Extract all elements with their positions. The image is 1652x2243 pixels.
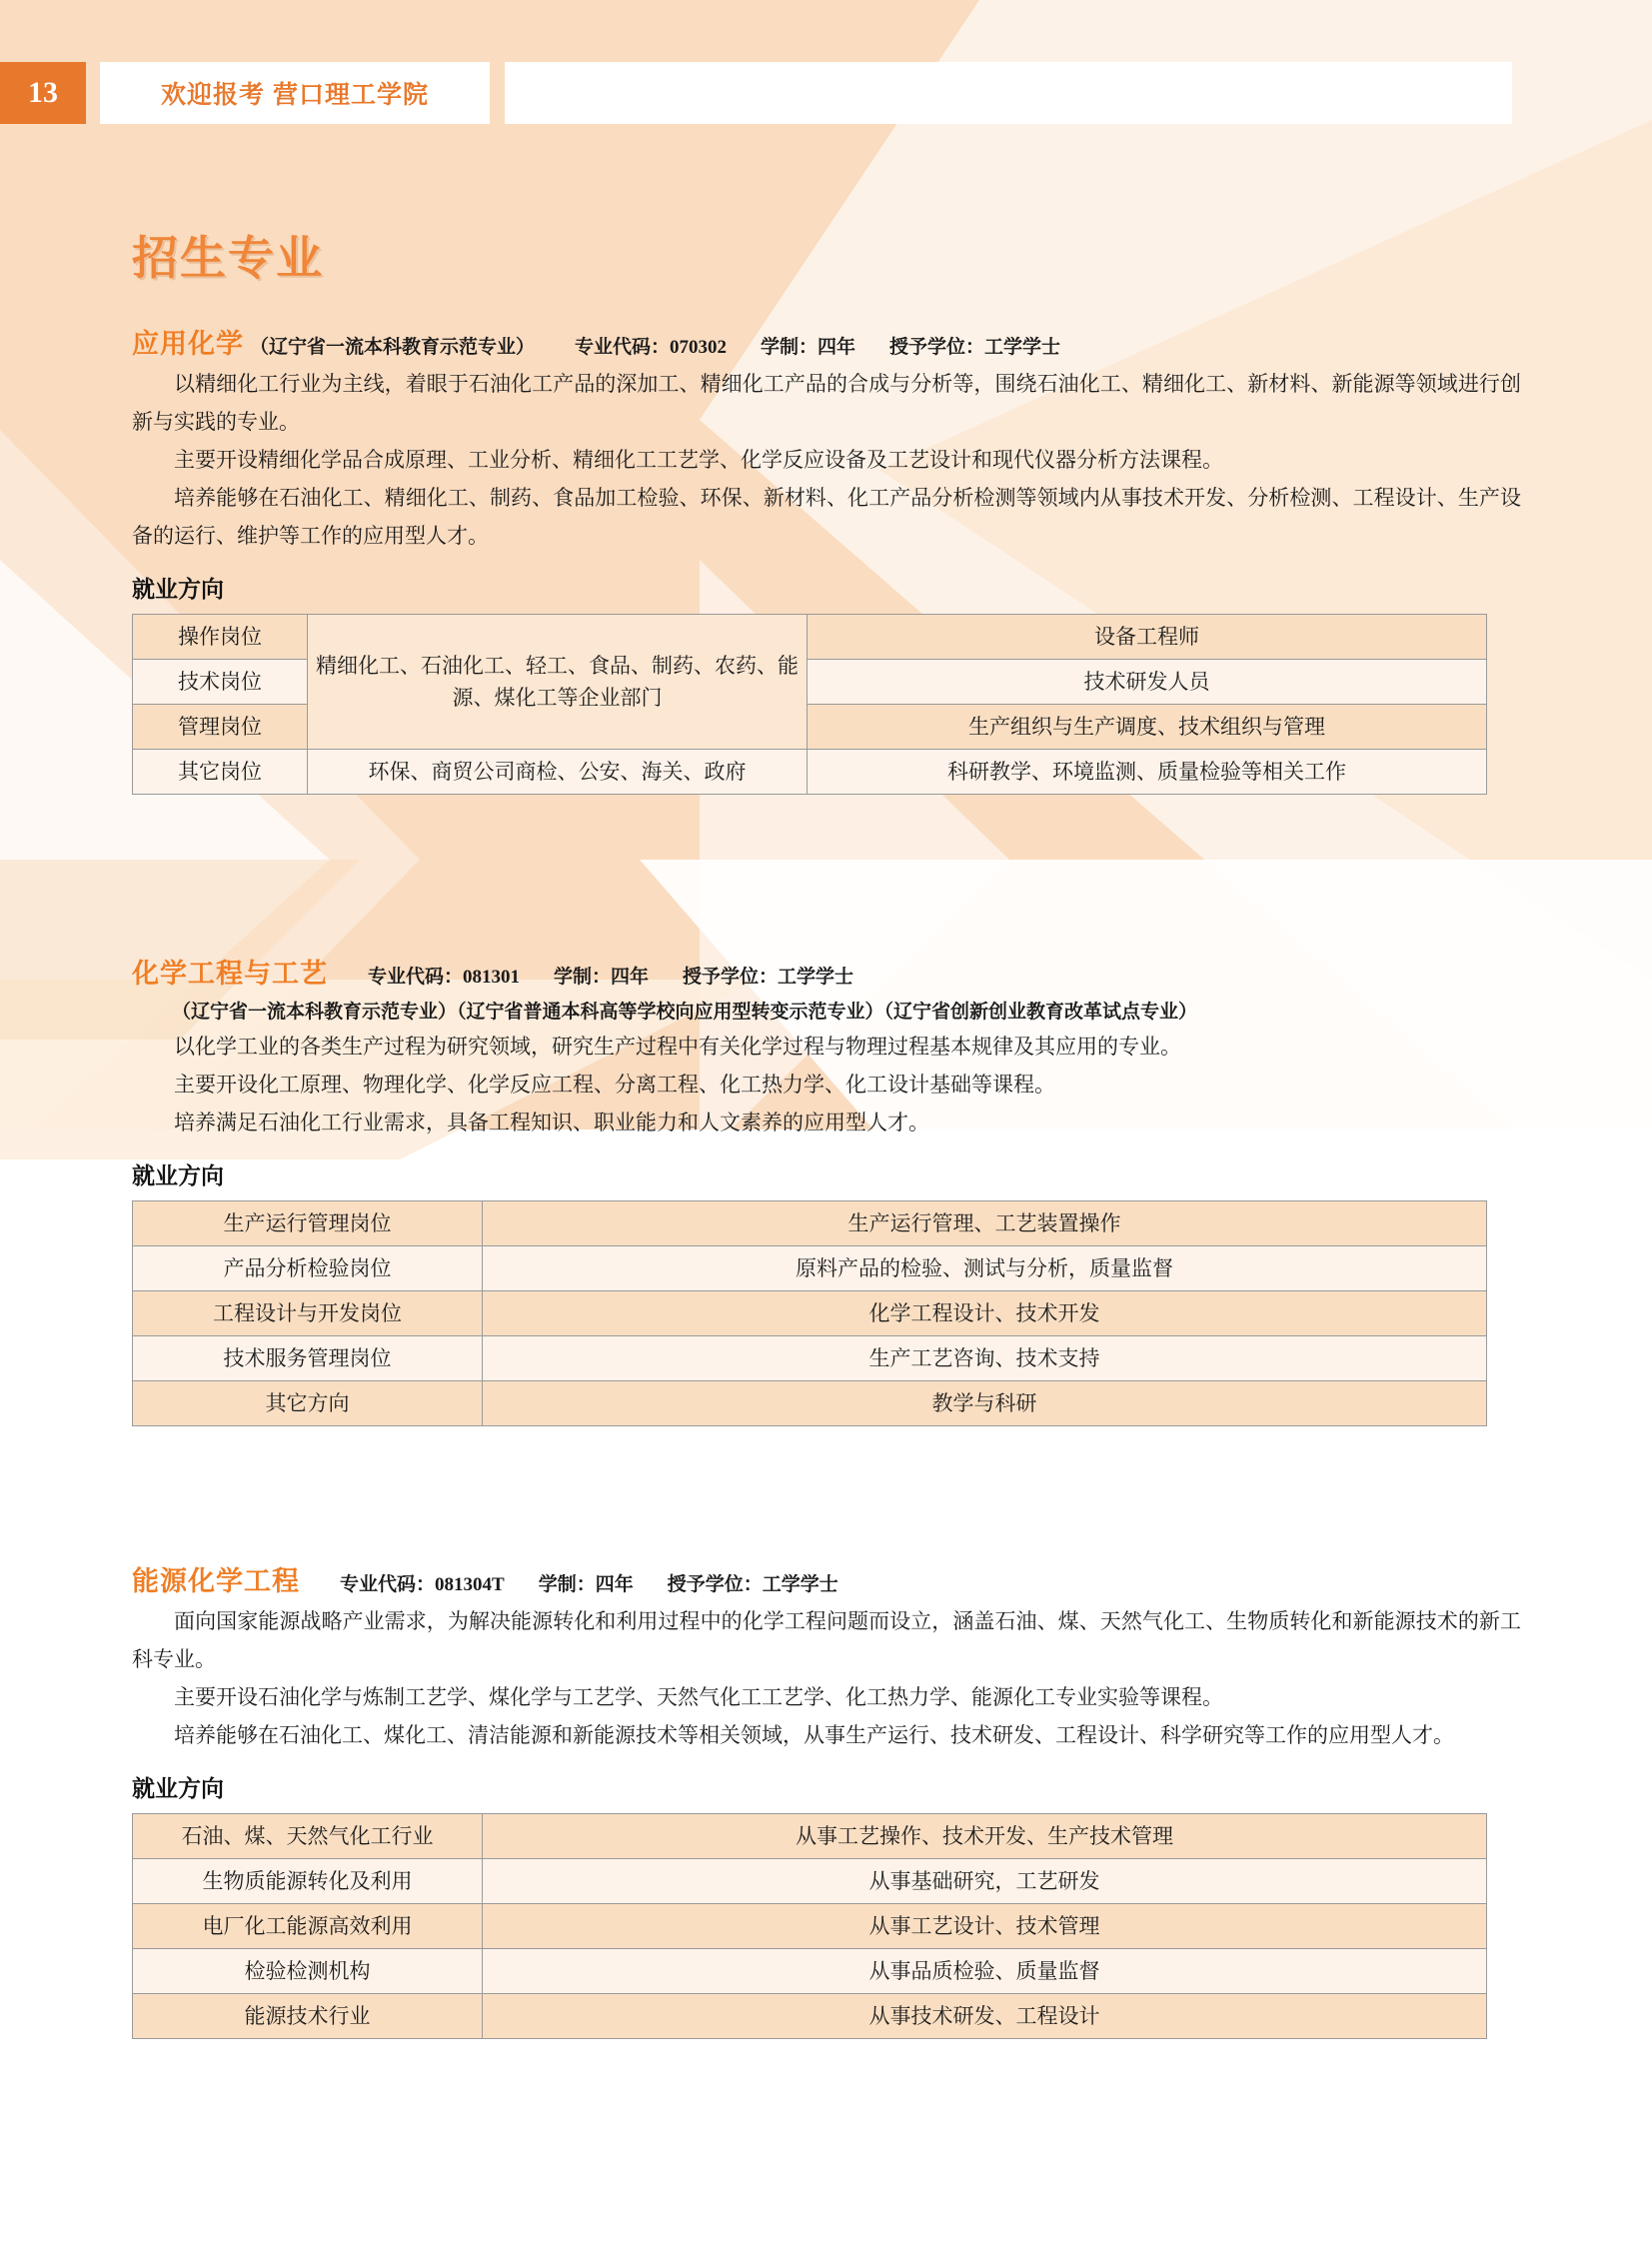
- job-post: 管理岗位: [133, 705, 308, 750]
- header-title-box: [100, 62, 490, 124]
- major-paragraph: 主要开设石油化学与炼制工艺学、煤化学与工艺学、天然气化工工艺学、化工热力学、能源化工专业实验等课程。: [174, 1685, 1223, 1709]
- table-row: [133, 1994, 1487, 2039]
- major-subtags: （辽宁省一流本科教育示范专业）（辽宁省普通本科高等学校向应用型转变示范专业）（辽宁省创新创业教育改革试点专业）: [172, 1002, 1198, 1023]
- page-title: 招生专业: [132, 232, 324, 284]
- table-row: [133, 615, 1487, 660]
- major-paragraph: 面向国家能源战略产业需求，为解决能源转化和利用过程中的化学工程问题而设立，涵盖石油、煤、天然气化工、生物质转化和新能源技术的新工科专业。: [132, 1609, 1521, 1671]
- job-role: 设备工程师: [808, 615, 1487, 660]
- employment-table-chemical-engineering: [132, 1200, 1487, 1426]
- job-post: 能源技术行业: [133, 1994, 483, 2039]
- table-row: [133, 1336, 1487, 1381]
- job-role: 从事工艺设计、技术管理: [483, 1904, 1487, 1949]
- job-role: 从事技术研发、工程设计: [483, 1994, 1487, 2039]
- major-tag: （辽宁省一流本科教育示范专业）: [250, 337, 536, 358]
- employment-table-applied-chemistry: [132, 614, 1487, 795]
- major-block-chemical-engineering: [132, 952, 1521, 1426]
- table-row: [133, 750, 1487, 795]
- major-paragraph: 主要开设化工原理、物理化学、化学反应工程、分离工程、化工热力学、化工设计基础等课程。: [174, 1073, 1055, 1097]
- job-role: 从事基础研究，工艺研发: [483, 1859, 1487, 1904]
- major-block-applied-chemistry: [132, 322, 1521, 795]
- job-role: 从事工艺操作、技术开发、生产技术管理: [483, 1814, 1487, 1859]
- page-header: [0, 62, 1512, 124]
- job-role: 生产工艺咨询、技术支持: [483, 1336, 1487, 1381]
- job-post: 工程设计与开发岗位: [133, 1291, 483, 1336]
- major-name: 能源化学工程: [132, 1566, 300, 1596]
- header-title: 欢迎报考 营口理工学院: [161, 81, 429, 109]
- page-number: 13: [0, 62, 86, 124]
- job-role: 从事品质检验、质量监督: [483, 1949, 1487, 1994]
- job-post: 检验检测机构: [133, 1949, 483, 1994]
- header-white-bar: [505, 62, 1512, 124]
- table-row: [133, 1246, 1487, 1291]
- employment-heading: 就业方向: [132, 1162, 224, 1188]
- table-row: [133, 1949, 1487, 1994]
- job-post: 操作岗位: [133, 615, 308, 660]
- job-role: 生产组织与生产调度、技术组织与管理: [808, 705, 1487, 750]
- employment-table-energy-chemical-engineering: [132, 1813, 1487, 2039]
- major-degree: 授予学位：工学学士: [667, 1574, 838, 1595]
- major-paragraph: 主要开设精细化学品合成原理、工业分析、精细化工工艺学、化学反应设备及工艺设计和现代仪器分析方法课程。: [174, 448, 1223, 472]
- job-role: 教学与科研: [483, 1381, 1487, 1426]
- job-post: 技术岗位: [133, 660, 308, 705]
- table-row: [133, 1814, 1487, 1859]
- major-degree: 授予学位：工学学士: [683, 967, 854, 988]
- table-row: [133, 1201, 1487, 1246]
- job-role: 化学工程设计、技术开发: [483, 1291, 1487, 1336]
- major-code: 专业代码：081304T: [340, 1574, 505, 1595]
- major-block-energy-chemical-engineering: [132, 1559, 1521, 2039]
- major-paragraph: 培养能够在石油化工、煤化工、清洁能源和新能源技术等相关领域，从事生产运行、技术研发、工程设计、科学研究等工作的应用型人才。: [174, 1723, 1454, 1747]
- job-post: 电厂化工能源高效利用: [133, 1904, 483, 1949]
- major-paragraph: 以精细化工行业为主线，着眼于石油化工产品的深加工、精细化工产品的合成与分析等，围绕石油化工、精细化工、新材料、新能源等领域进行创新与实践的专业。: [132, 372, 1521, 434]
- major-heading: [132, 1559, 1521, 1598]
- employment-heading: 就业方向: [132, 1775, 224, 1801]
- job-field: 环保、商贸公司商检、公安、海关、政府: [308, 750, 808, 795]
- job-post: 其它岗位: [133, 750, 308, 795]
- job-post: 生产运行管理岗位: [133, 1201, 483, 1246]
- major-degree: 授予学位：工学学士: [889, 337, 1061, 358]
- major-paragraph: 培养满足石油化工行业需求，具备工程知识、职业能力和人文素养的应用型人才。: [174, 1111, 929, 1134]
- employment-heading: 就业方向: [132, 576, 224, 602]
- major-heading: [132, 952, 1521, 991]
- major-name: 应用化学: [132, 329, 244, 359]
- major-duration: 学制：四年: [761, 337, 856, 358]
- job-post: 石油、煤、天然气化工行业: [133, 1814, 483, 1859]
- table-row: [133, 1381, 1487, 1426]
- major-code: 专业代码：070302: [575, 337, 728, 358]
- table-row: [133, 1291, 1487, 1336]
- major-name: 化学工程与工艺: [132, 959, 328, 989]
- major-code: 专业代码：081301: [368, 967, 521, 988]
- job-post: 生物质能源转化及利用: [133, 1859, 483, 1904]
- job-role: 生产运行管理、工艺装置操作: [483, 1201, 1487, 1246]
- table-row: [133, 1859, 1487, 1904]
- job-post: 产品分析检验岗位: [133, 1246, 483, 1291]
- job-role: 技术研发人员: [808, 660, 1487, 705]
- job-post: 技术服务管理岗位: [133, 1336, 483, 1381]
- major-heading: [132, 322, 1521, 361]
- job-field-merged: 精细化工、石油化工、轻工、食品、制药、农药、能源、煤化工等企业部门: [308, 615, 808, 750]
- major-duration: 学制：四年: [554, 967, 650, 988]
- major-paragraph: 以化学工业的各类生产过程为研究领域，研究生产过程中有关化学过程与物理过程基本规律及其应用的专业。: [174, 1035, 1181, 1059]
- major-paragraph: 培养能够在石油化工、精细化工、制药、食品加工检验、环保、新材料、化工产品分析检测等领域内从事技术开发、分析检测、工程设计、生产设备的运行、维护等工作的应用型人才。: [132, 486, 1521, 548]
- table-row: [133, 1904, 1487, 1949]
- job-role: 原料产品的检验、测试与分析，质量监督: [483, 1246, 1487, 1291]
- job-role: 科研教学、环境监测、质量检验等相关工作: [808, 750, 1487, 795]
- major-duration: 学制：四年: [538, 1574, 634, 1595]
- job-post: 其它方向: [133, 1381, 483, 1426]
